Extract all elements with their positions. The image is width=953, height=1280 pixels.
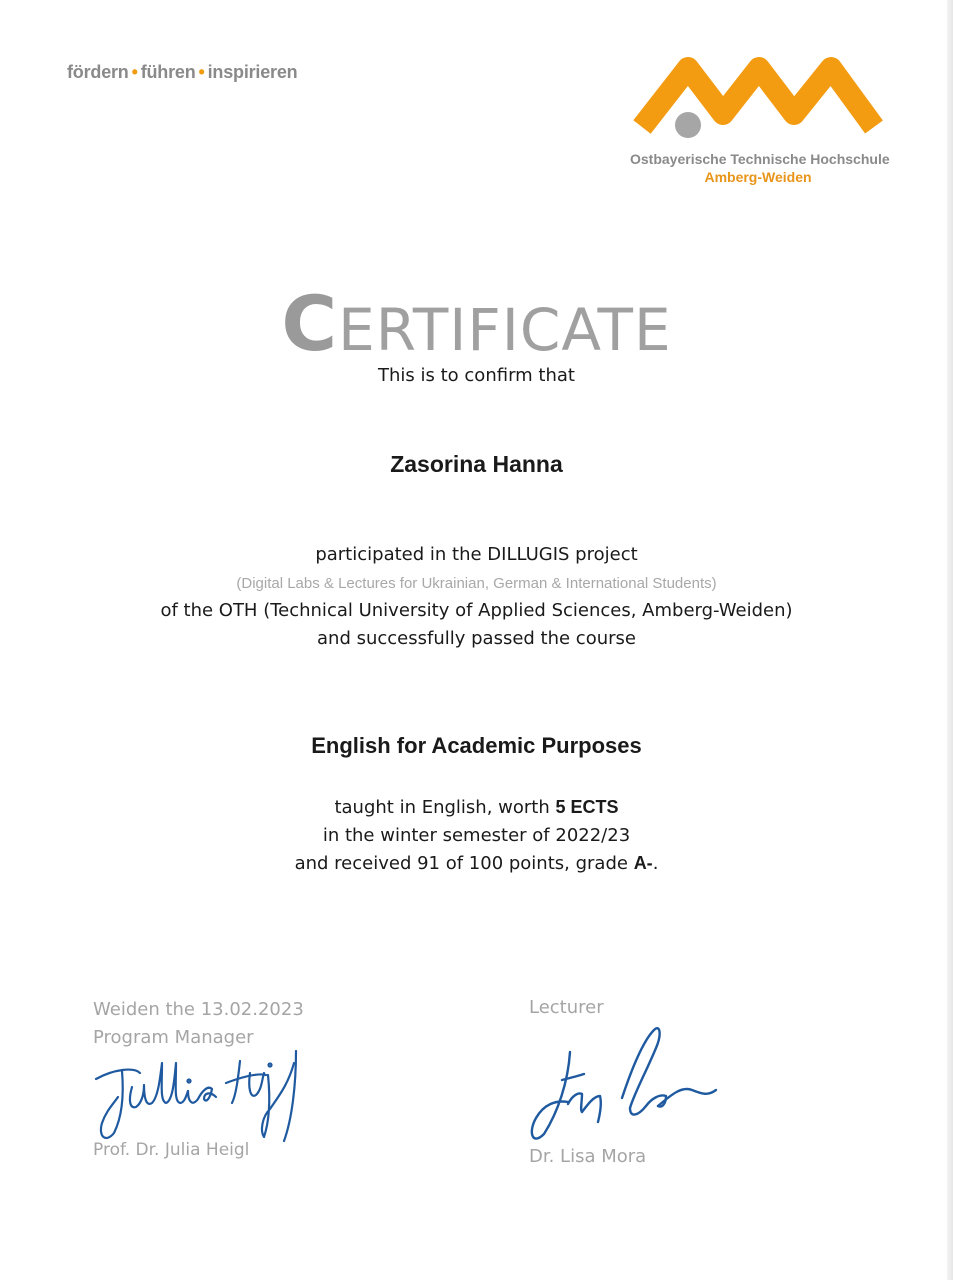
result-period: . (652, 853, 659, 874)
slogan-dot-icon: • (131, 62, 138, 82)
title-rest: ERTIFICATE (338, 296, 672, 364)
program-manager-signature-icon (92, 1045, 312, 1145)
certificate-title (0, 279, 953, 368)
slogan-word-1: fördern (67, 62, 129, 82)
result-text (0, 853, 953, 874)
university-city: Amberg-Weiden (704, 169, 812, 185)
recipient-name: Zasorina Hanna (390, 451, 563, 477)
lecturer-name: Dr. Lisa Mora (529, 1146, 647, 1167)
credits-value: 5 ECTS (555, 797, 619, 817)
program-manager-role: Program Manager (93, 1027, 254, 1048)
lecturer-role: Lecturer (529, 997, 604, 1018)
project-full-name: (Digital Labs & Lectures for Ukrainian, German & International Students) (236, 575, 717, 592)
language-text: taught in English, worth (334, 797, 550, 818)
place-date: Weiden the 13.02.2023 (93, 999, 304, 1020)
institution-text: of the OTH (Technical University of Applied Sciences, Amberg-Weiden) (160, 600, 793, 621)
grade-value: A- (633, 853, 653, 873)
participation-text: participated in the DILLUGIS project (315, 544, 638, 565)
course-title: English for Academic Purposes (311, 733, 642, 758)
oth-logo-mark-icon (626, 52, 888, 152)
passed-text: and successfully passed the course (317, 628, 636, 649)
semester-text: in the winter semester of 2022/23 (322, 825, 631, 846)
title-initial: C (281, 279, 339, 368)
lecturer-signature-icon (526, 1022, 726, 1142)
course-language-credits (0, 797, 953, 818)
points-text: and received 91 of 100 points, grade (294, 853, 628, 874)
slogan-dot-icon: • (198, 62, 205, 82)
university-logo (626, 52, 888, 192)
slogan (67, 62, 297, 83)
program-manager-name: Prof. Dr. Julia Heigl (93, 1140, 250, 1160)
university-name: Ostbayerische Technische Hochschule (630, 151, 890, 167)
slogan-word-3: inspirieren (207, 62, 298, 82)
slogan-word-2: führen (140, 62, 196, 82)
intro-text: This is to confirm that (378, 365, 575, 386)
